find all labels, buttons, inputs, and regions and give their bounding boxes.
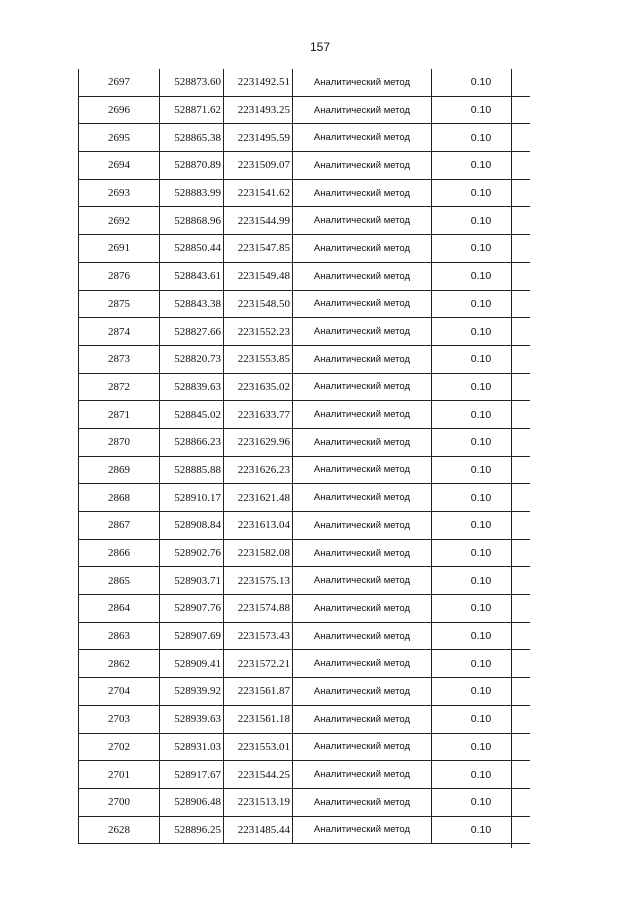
coordinates-table-body (79, 69, 531, 844)
table-row (79, 788, 531, 816)
table-row (79, 124, 531, 152)
y-coordinate-cell: 2231493.25 (224, 96, 293, 124)
x-coordinate-cell: 528865.38 (160, 124, 224, 152)
y-coordinate-cell: 2231573.43 (224, 622, 293, 650)
table-row (79, 705, 531, 733)
point-number-cell: 2696 (79, 96, 160, 124)
method-cell: Аналитический метод (293, 96, 432, 124)
method-cell: Аналитический метод (293, 428, 432, 456)
point-number-cell: 2703 (79, 705, 160, 733)
table-row (79, 401, 531, 429)
precision-cell: 0.10 (432, 456, 531, 484)
method-cell: Аналитический метод (293, 733, 432, 761)
x-coordinate-cell: 528917.67 (160, 761, 224, 789)
table-right-border (511, 69, 512, 848)
x-coordinate-cell: 528873.60 (160, 69, 224, 96)
precision-cell: 0.10 (432, 401, 531, 429)
method-cell: Аналитический метод (293, 152, 432, 180)
method-cell: Аналитический метод (293, 262, 432, 290)
point-number-cell: 2695 (79, 124, 160, 152)
y-coordinate-cell: 2231553.85 (224, 345, 293, 373)
table-row (79, 512, 531, 540)
table-row (79, 595, 531, 623)
x-coordinate-cell: 528939.63 (160, 705, 224, 733)
x-coordinate-cell: 528939.92 (160, 678, 224, 706)
method-cell: Аналитический метод (293, 318, 432, 346)
point-number-cell: 2866 (79, 539, 160, 567)
point-number-cell: 2704 (79, 678, 160, 706)
precision-cell: 0.10 (432, 788, 531, 816)
table-row (79, 428, 531, 456)
x-coordinate-cell: 528896.25 (160, 816, 224, 844)
method-cell: Аналитический метод (293, 124, 432, 152)
table-row (79, 152, 531, 180)
point-number-cell: 2865 (79, 567, 160, 595)
table-row (79, 318, 531, 346)
method-cell: Аналитический метод (293, 512, 432, 540)
y-coordinate-cell: 2231633.77 (224, 401, 293, 429)
x-coordinate-cell: 528885.88 (160, 456, 224, 484)
table-row (79, 484, 531, 512)
precision-cell: 0.10 (432, 705, 531, 733)
table-row (79, 456, 531, 484)
table-row (79, 290, 531, 318)
precision-cell: 0.10 (432, 207, 531, 235)
point-number-cell: 2691 (79, 235, 160, 263)
x-coordinate-cell: 528907.76 (160, 595, 224, 623)
precision-cell: 0.10 (432, 816, 531, 844)
precision-cell: 0.10 (432, 290, 531, 318)
method-cell: Аналитический метод (293, 456, 432, 484)
table-row (79, 262, 531, 290)
y-coordinate-cell: 2231513.19 (224, 788, 293, 816)
precision-cell: 0.10 (432, 345, 531, 373)
point-number-cell: 2692 (79, 207, 160, 235)
y-coordinate-cell: 2231549.48 (224, 262, 293, 290)
x-coordinate-cell: 528883.99 (160, 179, 224, 207)
precision-cell: 0.10 (432, 318, 531, 346)
method-cell: Аналитический метод (293, 345, 432, 373)
table-row (79, 761, 531, 789)
table-row (79, 622, 531, 650)
point-number-cell: 2697 (79, 69, 160, 96)
y-coordinate-cell: 2231561.87 (224, 678, 293, 706)
x-coordinate-cell: 528850.44 (160, 235, 224, 263)
y-coordinate-cell: 2231582.08 (224, 539, 293, 567)
method-cell: Аналитический метод (293, 373, 432, 401)
point-number-cell: 2864 (79, 595, 160, 623)
point-number-cell: 2694 (79, 152, 160, 180)
precision-cell: 0.10 (432, 678, 531, 706)
point-number-cell: 2863 (79, 622, 160, 650)
x-coordinate-cell: 528827.66 (160, 318, 224, 346)
y-coordinate-cell: 2231613.04 (224, 512, 293, 540)
table-row (79, 650, 531, 678)
y-coordinate-cell: 2231492.51 (224, 69, 293, 96)
y-coordinate-cell: 2231621.48 (224, 484, 293, 512)
table-row (79, 539, 531, 567)
page-number: 157 (309, 40, 331, 54)
precision-cell: 0.10 (432, 512, 531, 540)
precision-cell: 0.10 (432, 567, 531, 595)
x-coordinate-cell: 528845.02 (160, 401, 224, 429)
point-number-cell: 2876 (79, 262, 160, 290)
coordinates-table (78, 69, 530, 844)
point-number-cell: 2862 (79, 650, 160, 678)
table-row (79, 733, 531, 761)
precision-cell: 0.10 (432, 733, 531, 761)
x-coordinate-cell: 528868.96 (160, 207, 224, 235)
x-coordinate-cell: 528902.76 (160, 539, 224, 567)
method-cell: Аналитический метод (293, 761, 432, 789)
table-row (79, 816, 531, 844)
x-coordinate-cell: 528910.17 (160, 484, 224, 512)
method-cell: Аналитический метод (293, 207, 432, 235)
point-number-cell: 2693 (79, 179, 160, 207)
point-number-cell: 2700 (79, 788, 160, 816)
point-number-cell: 2870 (79, 428, 160, 456)
x-coordinate-cell: 528871.62 (160, 96, 224, 124)
point-number-cell: 2701 (79, 761, 160, 789)
table-row (79, 235, 531, 263)
point-number-cell: 2869 (79, 456, 160, 484)
x-coordinate-cell: 528843.38 (160, 290, 224, 318)
point-number-cell: 2874 (79, 318, 160, 346)
x-coordinate-cell: 528908.84 (160, 512, 224, 540)
method-cell: Аналитический метод (293, 622, 432, 650)
table-row (79, 207, 531, 235)
method-cell: Аналитический метод (293, 595, 432, 623)
y-coordinate-cell: 2231574.88 (224, 595, 293, 623)
y-coordinate-cell: 2231548.50 (224, 290, 293, 318)
y-coordinate-cell: 2231626.23 (224, 456, 293, 484)
point-number-cell: 2867 (79, 512, 160, 540)
y-coordinate-cell: 2231629.96 (224, 428, 293, 456)
precision-cell: 0.10 (432, 761, 531, 789)
y-coordinate-cell: 2231509.07 (224, 152, 293, 180)
x-coordinate-cell: 528839.63 (160, 373, 224, 401)
table-row (79, 69, 531, 96)
x-coordinate-cell: 528931.03 (160, 733, 224, 761)
precision-cell: 0.10 (432, 179, 531, 207)
method-cell: Аналитический метод (293, 678, 432, 706)
x-coordinate-cell: 528870.89 (160, 152, 224, 180)
point-number-cell: 2628 (79, 816, 160, 844)
table-row (79, 96, 531, 124)
precision-cell: 0.10 (432, 539, 531, 567)
precision-cell: 0.10 (432, 595, 531, 623)
y-coordinate-cell: 2231544.25 (224, 761, 293, 789)
method-cell: Аналитический метод (293, 484, 432, 512)
y-coordinate-cell: 2231572.21 (224, 650, 293, 678)
x-coordinate-cell: 528909.41 (160, 650, 224, 678)
precision-cell: 0.10 (432, 152, 531, 180)
table-row (79, 678, 531, 706)
x-coordinate-cell: 528866.23 (160, 428, 224, 456)
method-cell: Аналитический метод (293, 567, 432, 595)
method-cell: Аналитический метод (293, 401, 432, 429)
y-coordinate-cell: 2231553.01 (224, 733, 293, 761)
precision-cell: 0.10 (432, 650, 531, 678)
y-coordinate-cell: 2231495.59 (224, 124, 293, 152)
y-coordinate-cell: 2231547.85 (224, 235, 293, 263)
precision-cell: 0.10 (432, 484, 531, 512)
x-coordinate-cell: 528906.48 (160, 788, 224, 816)
precision-cell: 0.10 (432, 622, 531, 650)
y-coordinate-cell: 2231561.18 (224, 705, 293, 733)
method-cell: Аналитический метод (293, 816, 432, 844)
precision-cell: 0.10 (432, 262, 531, 290)
y-coordinate-cell: 2231575.13 (224, 567, 293, 595)
point-number-cell: 2875 (79, 290, 160, 318)
y-coordinate-cell: 2231485.44 (224, 816, 293, 844)
method-cell: Аналитический метод (293, 235, 432, 263)
method-cell: Аналитический метод (293, 650, 432, 678)
y-coordinate-cell: 2231552.23 (224, 318, 293, 346)
precision-cell: 0.10 (432, 428, 531, 456)
method-cell: Аналитический метод (293, 290, 432, 318)
method-cell: Аналитический метод (293, 69, 432, 96)
x-coordinate-cell: 528843.61 (160, 262, 224, 290)
precision-cell: 0.10 (432, 69, 531, 96)
table-row (79, 179, 531, 207)
point-number-cell: 2871 (79, 401, 160, 429)
precision-cell: 0.10 (432, 124, 531, 152)
table-row (79, 373, 531, 401)
precision-cell: 0.10 (432, 235, 531, 263)
point-number-cell: 2868 (79, 484, 160, 512)
x-coordinate-cell: 528820.73 (160, 345, 224, 373)
y-coordinate-cell: 2231541.62 (224, 179, 293, 207)
y-coordinate-cell: 2231635.02 (224, 373, 293, 401)
x-coordinate-cell: 528903.71 (160, 567, 224, 595)
point-number-cell: 2702 (79, 733, 160, 761)
point-number-cell: 2873 (79, 345, 160, 373)
method-cell: Аналитический метод (293, 179, 432, 207)
y-coordinate-cell: 2231544.99 (224, 207, 293, 235)
x-coordinate-cell: 528907.69 (160, 622, 224, 650)
table-row (79, 345, 531, 373)
method-cell: Аналитический метод (293, 705, 432, 733)
point-number-cell: 2872 (79, 373, 160, 401)
precision-cell: 0.10 (432, 373, 531, 401)
method-cell: Аналитический метод (293, 539, 432, 567)
precision-cell: 0.10 (432, 96, 531, 124)
table-row (79, 567, 531, 595)
method-cell: Аналитический метод (293, 788, 432, 816)
